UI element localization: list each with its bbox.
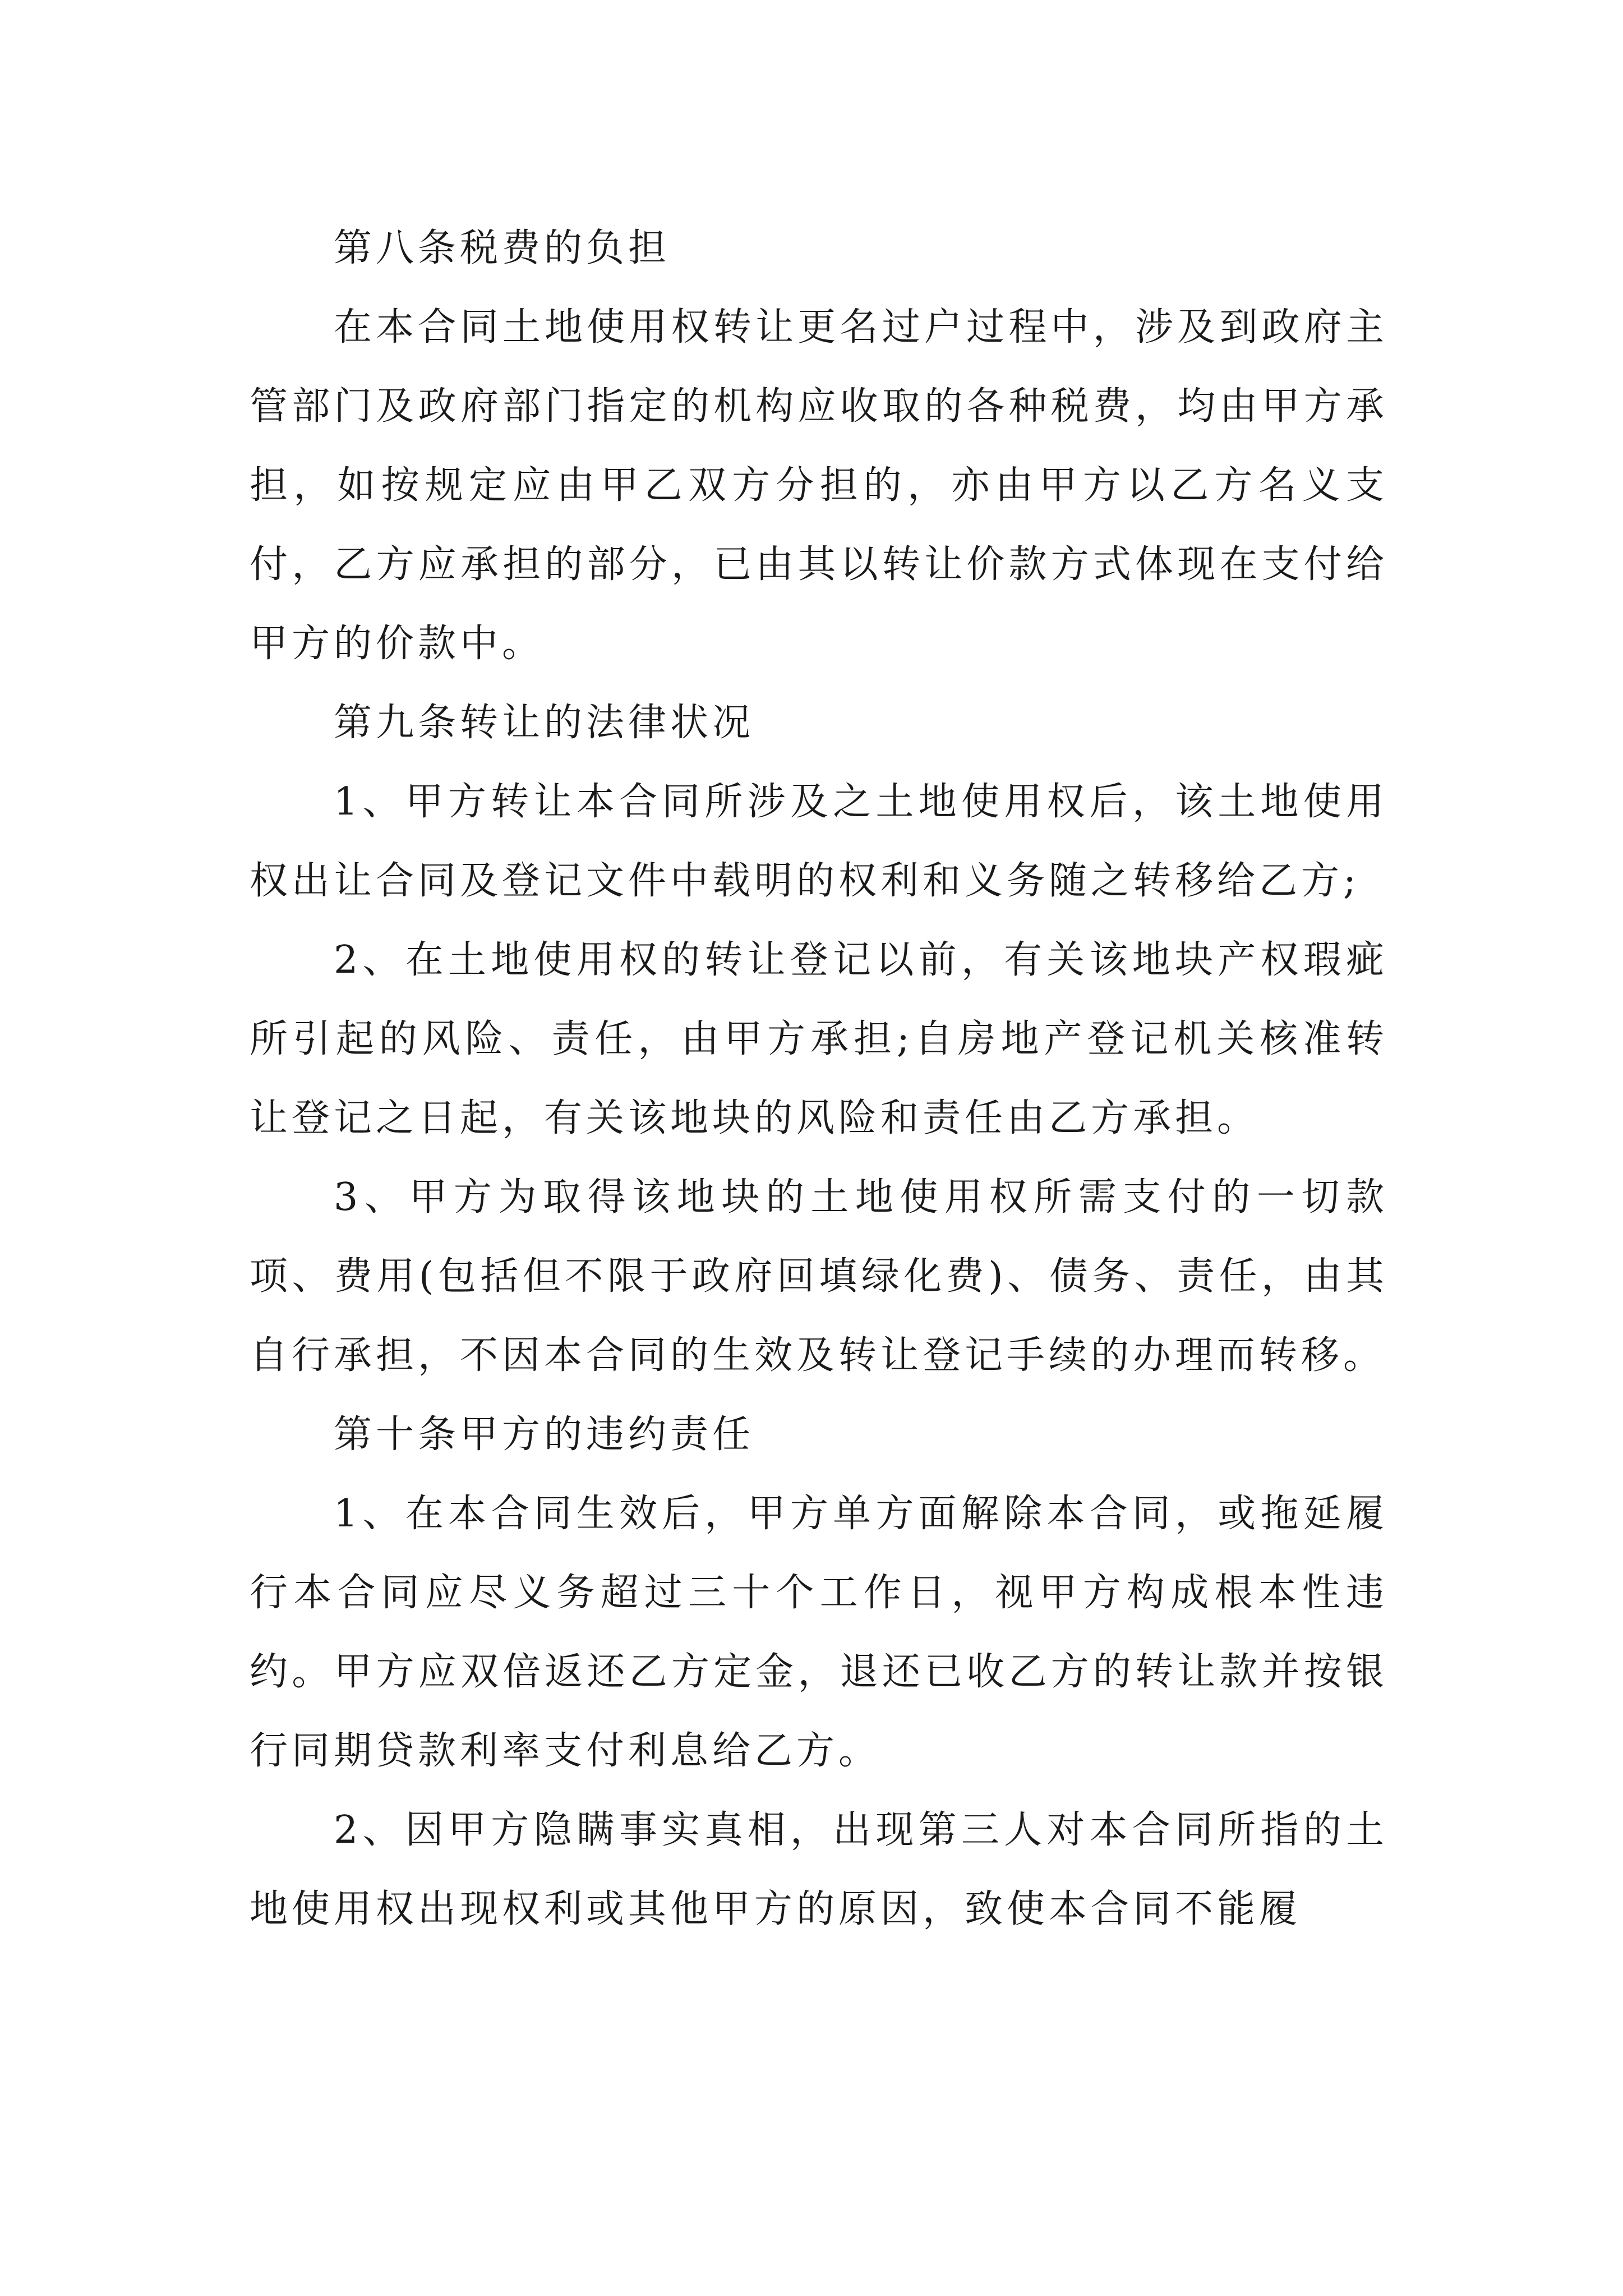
article-10-clause-1: 1、在本合同生效后，甲方单方面解除本合同，或拖延履行本合同应尽义务超过三十个工作日，视甲方构成根本性违约。甲方应双倍返还乙方定金，退还已收乙方的转让款并按银行同期贷款利率支付利息给乙方。 xyxy=(250,1492,1388,1773)
article-9-clause-2: 2、在土地使用权的转让登记以前，有关该地块产权瑕疵所引起的风险、责任，由甲方承担;自房地产登记机关核准转让登记之日起，有关该地块的风险和责任由乙方承担。 xyxy=(250,938,1388,1140)
article-8-heading: 第八条税费的负担 xyxy=(334,226,671,270)
article-8-paragraph: 在本合同土地使用权转让更名过户过程中，涉及到政府主管部门及政府部门指定的机构应收取的各种税费，均由甲方承担，如按规定应由甲乙双方分担的，亦由甲方以乙方名义支付，乙方应承担的部分，已由其以转让价款方式体现在支付给甲方的价款中。 xyxy=(250,305,1388,666)
article-9-clause-3: 3、甲方为取得该地块的土地使用权所需支付的一切款项、费用(包括但不限于政府回填绿化费)、债务、责任，由其自行承担，不因本合同的生效及转让登记手续的办理而转移。 xyxy=(250,1175,1388,1378)
contract-body xyxy=(250,209,1388,1949)
article-10-heading: 第十条甲方的违约责任 xyxy=(334,1412,755,1457)
article-9-heading: 第九条转让的法律状况 xyxy=(334,701,755,745)
article-9-clause-1: 1、甲方转让本合同所涉及之土地使用权后，该土地使用权出让合同及登记文件中载明的权利和义务随之转移给乙方; xyxy=(250,780,1388,903)
article-10-clause-2: 2、因甲方隐瞒事实真相，出现第三人对本合同所指的土地使用权出现权利或其他甲方的原因，致使本合同不能履 xyxy=(250,1808,1388,1931)
